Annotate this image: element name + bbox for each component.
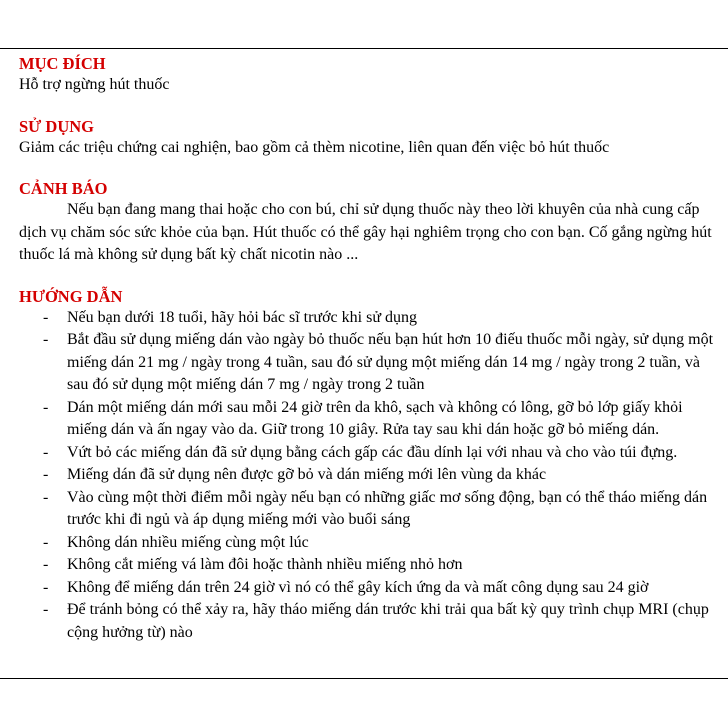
direction-text: Vào cùng một thời điểm mỗi ngày nếu bạn có những giấc mơ sống động, bạn có thể tháo miếng dán trước khi đi ngủ và áp dụng miếng mới vào buổi sáng — [67, 488, 708, 528]
directions-list — [19, 307, 719, 645]
bullet-dash: - — [43, 398, 49, 416]
bullet-dash: - — [43, 308, 49, 326]
bullet-dash: - — [43, 488, 49, 506]
section-gap — [19, 159, 719, 178]
direction-text: Không dán nhiều miếng cùng một lúc — [67, 533, 309, 551]
usage-text: Giảm các triệu chứng cai nghiện, bao gồm cả thèm nicotine, liên quan đến việc bỏ hút thuốc — [19, 138, 610, 156]
directions-heading: HƯỚNG DẪN — [19, 286, 123, 306]
document-body — [19, 53, 719, 644]
top-rule — [0, 48, 728, 49]
direction-item — [19, 397, 719, 442]
purpose-text: Hỗ trợ ngừng hút thuốc — [19, 76, 170, 93]
direction-text: Dán một miếng dán mới sau mỗi 24 giờ trên da khô, sạch và không có lông, gỡ bỏ lớp giấy khỏi miếng dán và ấn ngay vào da. Giữ trong 10 giây. Rửa tay sau khi dán hoặc gỡ bỏ miếng dán. — [67, 398, 683, 438]
direction-text: Không để miếng dán trên 24 giờ vì nó có thể gây kích ứng da và mất công dụng sau 24 giờ — [67, 578, 649, 596]
direction-text: Bắt đầu sử dụng miếng dán vào ngày bỏ thuốc nếu bạn hút hơn 10 điếu thuốc mỗi ngày, sử dụng một miếng dán 21 mg / ngày trong 4 tuần, sau đó sử dụng một miếng dán 14 mg / ngày trong 2 tuần, và sau đó sử dụng một miếng dán 7 mg / ngày trong 2 tuần — [67, 331, 714, 393]
warning-heading: CẢNH BÁO — [19, 179, 108, 198]
usage-heading: SỬ DỤNG — [19, 116, 95, 136]
bullet-dash: - — [43, 578, 49, 596]
direction-item — [19, 532, 719, 555]
direction-item — [19, 329, 719, 397]
direction-text: Để tránh bỏng có thể xảy ra, hãy tháo miếng dán trước khi trải qua bất kỳ quy trình chụp MRI (chụp cộng hưởng từ) nào — [67, 601, 709, 641]
bottom-rule — [0, 678, 728, 679]
direction-text: Nếu bạn dưới 18 tuổi, hãy hỏi bác sĩ trước khi sử dụng — [67, 308, 417, 326]
section-gap — [19, 97, 719, 116]
direction-item — [19, 442, 719, 465]
bullet-dash: - — [43, 466, 49, 483]
direction-item — [19, 554, 719, 577]
warning-text: Nếu bạn đang mang thai hoặc cho con bú, chỉ sử dụng thuốc này theo lời khuyên của nhà cung cấp dịch vụ chăm sóc sức khỏe của bạn. Hút thuốc có thể gây hại nghiêm trọng cho con bạn. Cố gắng ngừng hút thuốc lá mà không sử dụng bất kỳ chất nicotin nào ... — [19, 201, 712, 263]
direction-item — [19, 307, 719, 330]
direction-item — [19, 487, 719, 532]
direction-text: Không cắt miếng vá làm đôi hoặc thành nhiều miếng nhỏ hơn — [67, 556, 463, 573]
purpose-heading: MỤC ĐÍCH — [19, 54, 106, 73]
direction-item — [19, 577, 719, 600]
direction-item — [19, 599, 719, 644]
bullet-dash: - — [43, 533, 49, 551]
direction-text: Vứt bỏ các miếng dán đã sử dụng bằng cách gấp các đầu dính lại với nhau và cho vào túi đựng. — [67, 443, 678, 461]
direction-item — [19, 464, 719, 487]
bullet-dash: - — [43, 601, 49, 618]
bullet-dash: - — [43, 331, 49, 348]
bullet-dash: - — [43, 556, 49, 573]
section-gap — [19, 267, 719, 286]
direction-text: Miếng dán đã sử dụng nên được gỡ bỏ và dán miếng mới lên vùng da khác — [67, 466, 547, 483]
bullet-dash: - — [43, 443, 49, 461]
